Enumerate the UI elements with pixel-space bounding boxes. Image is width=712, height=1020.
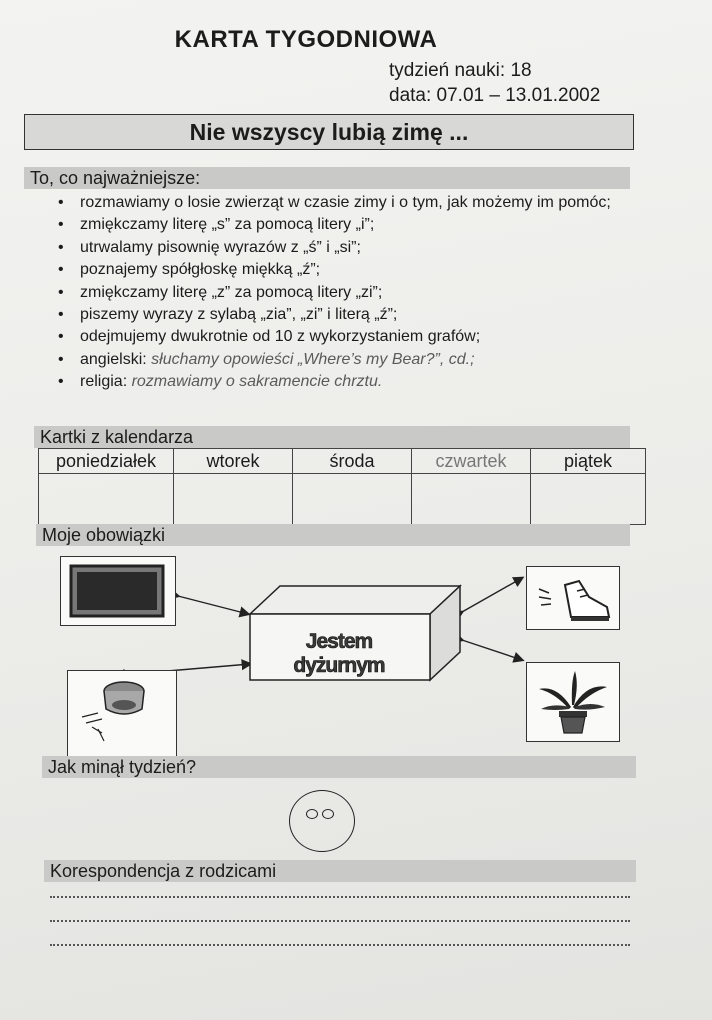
day-header: czwartek (412, 449, 531, 474)
list-item-text: słuchamy opowieści „Where’s my Bear?”, cd.; (151, 350, 475, 368)
date-range: data: 07.01 – 13.01.2002 (389, 85, 601, 106)
list-item-text: odejmujemy dwukrotnie od 10 z wykorzystaniem grafów; (80, 328, 481, 346)
list-item-text: piszemy wyrazy z sylabą „zia”, „zi” i literą „ź”; (80, 306, 398, 324)
potted-plant-icon (527, 663, 619, 741)
smiley-face-icon[interactable] (289, 790, 355, 852)
smiley-eye (322, 809, 334, 819)
list-item-text: rozmawiamy o losie zwierząt w czasie zimy i o tym, jak możemy im pomóc; (80, 194, 611, 211)
sponge-icon (68, 671, 176, 761)
writing-line[interactable] (50, 944, 630, 946)
topic-banner: Nie wszyscy lubią zimę ... (24, 114, 634, 150)
day-header: środa (293, 449, 412, 474)
day-header: wtorek (174, 449, 293, 474)
section-heading-duties: Moje obowiązki (36, 524, 630, 546)
list-item-prefix: religia: (80, 373, 132, 391)
smiley-eye (306, 809, 318, 819)
section-heading-important: To, co najważniejsze: (24, 167, 630, 189)
writing-line[interactable] (50, 896, 630, 898)
day-header: piątek (531, 449, 646, 474)
sneaker-box (526, 566, 620, 630)
writing-line[interactable] (50, 920, 630, 922)
duty-label: Jestem dyżurnym (293, 630, 385, 677)
sponge-box (67, 670, 177, 762)
plant-box (526, 662, 620, 742)
page-title: KARTA TYGODNIOWA (174, 26, 438, 53)
list-item-text: utrwalamy pisownię wyrazów z „ś” i „si”; (80, 238, 361, 256)
day-header: poniedziałek (39, 449, 174, 474)
list-item-text: poznajemy spółgłoskę miękką „ź”; (80, 261, 321, 279)
list-item-text: zmiękczamy literę „z” za pomocą litery „zi”; (80, 283, 383, 301)
sneaker-icon (527, 567, 619, 629)
list-item-prefix: angielski: (80, 350, 152, 368)
chalkboard-box (60, 556, 176, 626)
list-item-text: rozmawiamy o sakramencie chrztu. (131, 373, 383, 391)
chalkboard-icon (61, 557, 175, 625)
list-item-text: zmiękczamy literę „s” za pomocą litery „i”; (80, 216, 375, 234)
section-heading-week-review: Jak minął tydzień? (42, 756, 636, 778)
week-number: tydzień nauki: 18 (389, 60, 532, 81)
section-heading-calendar: Kartki z kalendarza (34, 426, 630, 448)
section-heading-correspondence: Korespondencja z rodzicami (44, 860, 636, 882)
